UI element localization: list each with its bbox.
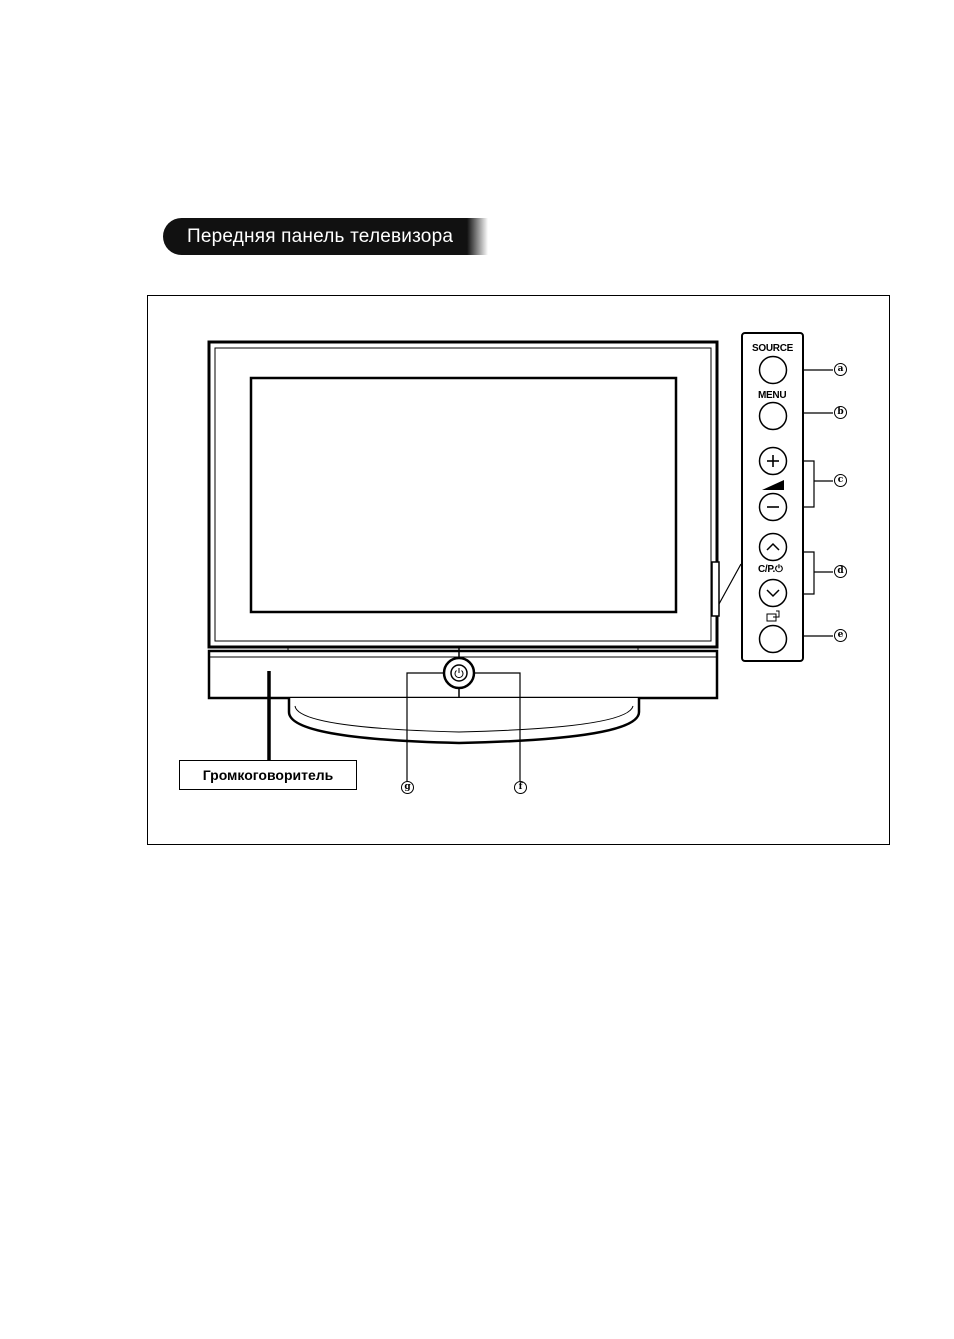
tv-stand: [289, 698, 639, 743]
enter-button-shape: [760, 626, 787, 653]
source-label: SOURCE: [752, 343, 793, 354]
channel-down-shape: [760, 580, 787, 607]
section-title-banner: [163, 218, 497, 255]
menu-button-shape: [760, 403, 787, 430]
channel-up-shape: [760, 534, 787, 561]
callout-b: b: [834, 406, 847, 419]
side-panel-edge: [712, 562, 719, 616]
menu-label: MENU: [758, 390, 787, 401]
tv-front-diagram: [147, 295, 890, 845]
callout-f: f: [514, 781, 527, 794]
speaker-label: Громкоговоритель: [179, 760, 357, 790]
callout-c: c: [834, 474, 847, 487]
channel-label: C/P.⏻: [758, 564, 783, 575]
section-title: Передняя панель телевизора: [187, 226, 454, 247]
source-button-shape: [760, 357, 787, 384]
tv-screen: [251, 378, 676, 612]
callout-e: e: [834, 629, 847, 642]
title-fade: [467, 218, 497, 255]
callout-a: a: [834, 363, 847, 376]
callout-d: d: [834, 565, 847, 578]
callout-g: g: [401, 781, 414, 794]
